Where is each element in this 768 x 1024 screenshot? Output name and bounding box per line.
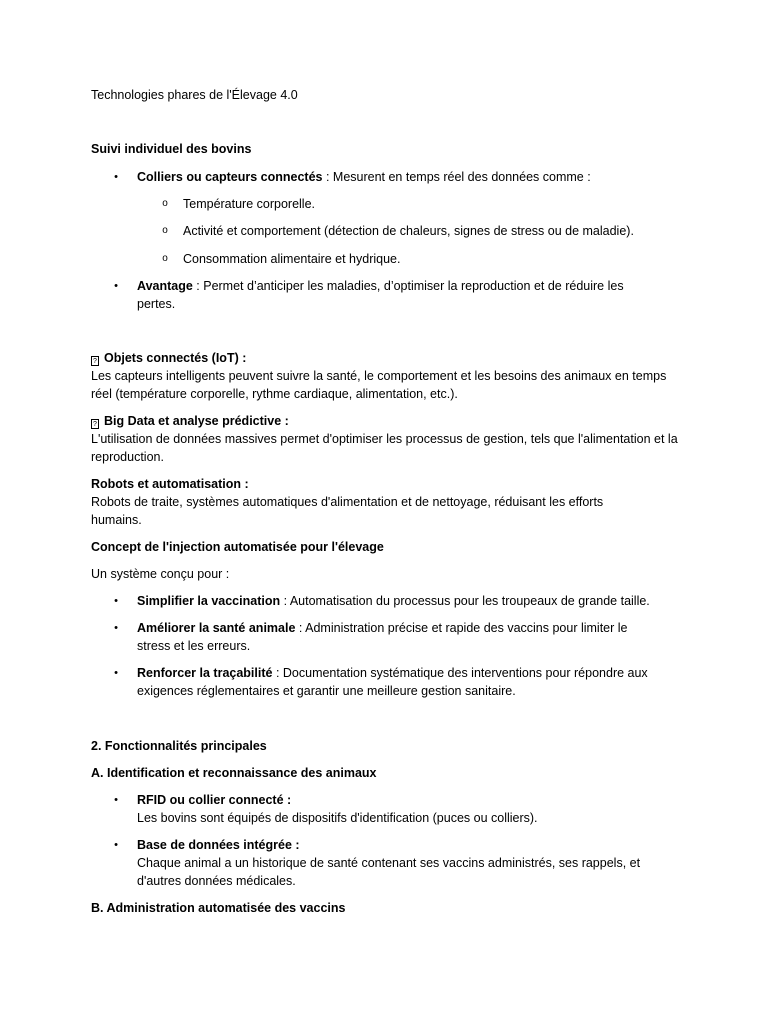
paragraph-robots: Robots de traite, systèmes automatiques d'alimentation et de nettoyage, réduisant les efforts humains. bbox=[91, 495, 604, 527]
bullet-marker: • bbox=[114, 794, 118, 806]
missing-glyph-icon: ? bbox=[91, 356, 99, 366]
sub-list-item: Température corporelle. bbox=[183, 197, 316, 211]
sub-bullet-marker: o bbox=[162, 225, 168, 236]
section-heading-concept: Concept de l'injection automatisée pour l'élevage bbox=[91, 540, 384, 554]
subsection-heading-a: A. Identification et reconnaissance des animaux bbox=[91, 766, 377, 780]
bullet-marker: • bbox=[114, 171, 118, 183]
paragraph-bigdata: L'utilisation de données massives permet d'optimiser les processus de gestion, tels que l'alimentation et la reproduction. bbox=[91, 432, 678, 464]
list-item-rfid: RFID ou collier connecté : Les bovins sont équipés de dispositifs d'identification (puces ou colliers). bbox=[137, 793, 538, 825]
bullet-marker: • bbox=[114, 595, 118, 607]
sub-bullet-marker: o bbox=[162, 198, 168, 209]
bullet-marker: • bbox=[114, 839, 118, 851]
section-heading-suivi: Suivi individuel des bovins bbox=[91, 142, 252, 156]
bullet-marker: • bbox=[114, 280, 118, 292]
section-heading-fonctionnalites: 2. Fonctionnalités principales bbox=[91, 739, 267, 753]
list-item-vaccination: Simplifier la vaccination : Automatisation du processus pour les troupeaux de grande taille. bbox=[137, 594, 650, 608]
subsection-heading-b: B. Administration automatisée des vaccins bbox=[91, 901, 346, 915]
sub-list-item: Activité et comportement (détection de chaleurs, signes de stress ou de maladie). bbox=[183, 224, 634, 238]
document-title: Technologies phares de l'Élevage 4.0 bbox=[91, 88, 298, 102]
paragraph-iot: Les capteurs intelligents peuvent suivre la santé, le comportement et les besoins des animaux en temps réel (température corporelle, rythme cardiaque, alimentation, etc.). bbox=[91, 369, 667, 401]
list-item-colliers: Colliers ou capteurs connectés : Mesurent en temps réel des données comme : bbox=[137, 170, 591, 184]
missing-glyph-icon: ? bbox=[91, 419, 99, 429]
bullet-marker: • bbox=[114, 622, 118, 634]
sub-list-item: Consommation alimentaire et hydrique. bbox=[183, 252, 401, 266]
section-heading-robots: Robots et automatisation : bbox=[91, 477, 249, 491]
list-item-sante: Améliorer la santé animale : Administration précise et rapide des vaccins pour limiter le stress et les erreurs. bbox=[137, 621, 628, 653]
sub-bullet-marker: o bbox=[162, 253, 168, 264]
section-heading-iot: ? Objets connectés (IoT) : bbox=[91, 349, 246, 367]
list-item-tracabilite: Renforcer la traçabilité : Documentation systématique des interventions pour répondre aux exigences réglementaires et garantir une meilleure gestion sanitaire. bbox=[137, 666, 648, 698]
list-item-avantage: Avantage : Permet d’anticiper les maladies, d’optimiser la reproduction et de réduire les pertes. bbox=[137, 279, 624, 311]
section-heading-bigdata: ? Big Data et analyse prédictive : bbox=[91, 412, 289, 430]
paragraph-concept-intro: Un système conçu pour : bbox=[91, 567, 230, 581]
bullet-marker: • bbox=[114, 667, 118, 679]
list-item-base-donnees: Base de données intégrée : Chaque animal a un historique de santé contenant ses vaccins administrés, ses rappels, et d'autres données médicales. bbox=[137, 838, 641, 888]
